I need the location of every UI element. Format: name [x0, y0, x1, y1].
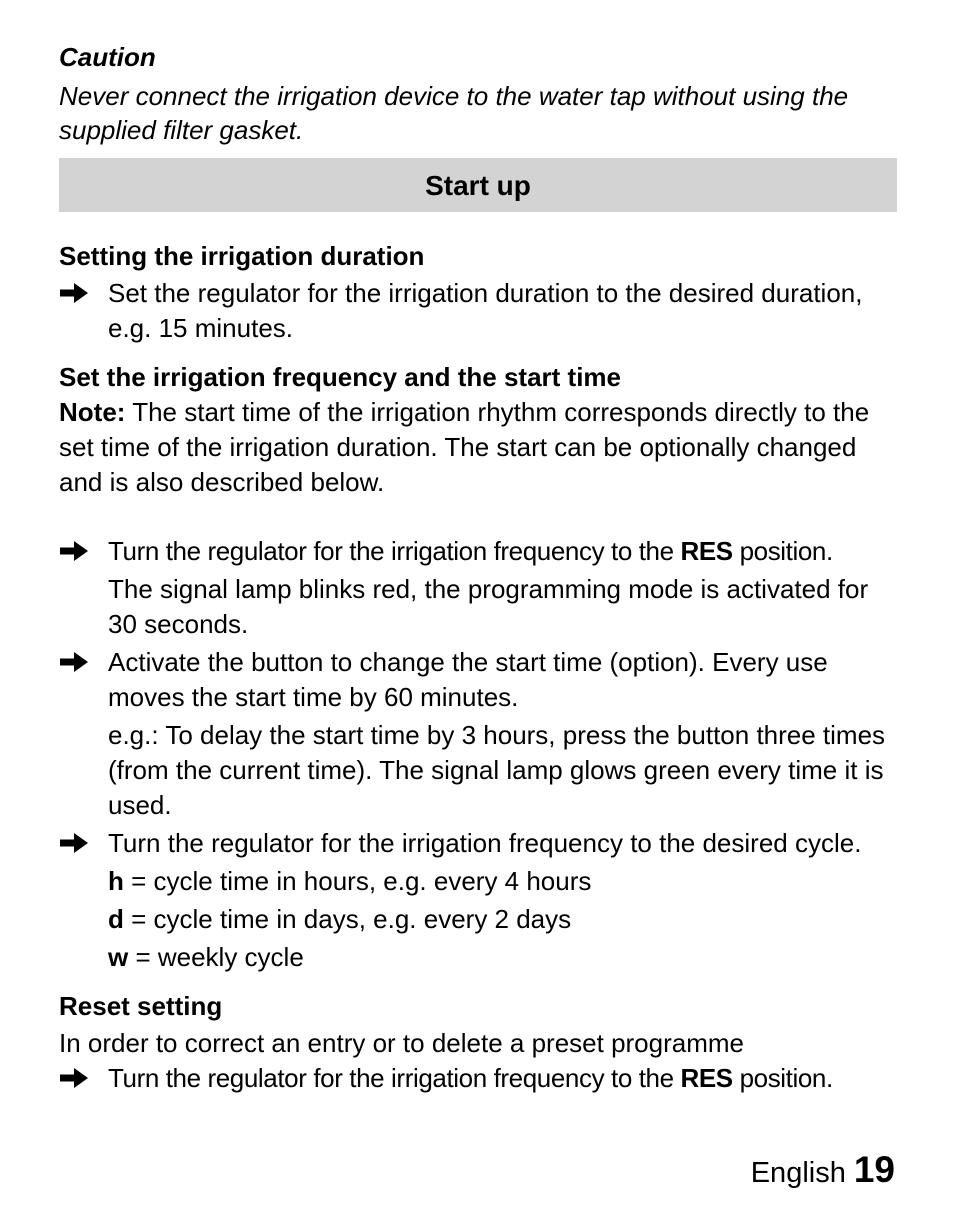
frequency-step-2-example: e.g.: To delay the start time by 3 hours, press the button three times (from the current time). The signal lamp glows green every time it is used.: [108, 720, 886, 820]
cycle-hours: [59, 864, 897, 899]
cycle-key-h: h: [108, 866, 124, 896]
right-arrow-icon: [59, 282, 89, 304]
frequency-step-1-text: [108, 536, 833, 566]
footer-language: English: [750, 1157, 846, 1189]
cycle-key-w: w: [108, 942, 129, 972]
frequency-heading: Set the irrigation frequency and the start time: [59, 362, 621, 392]
frequency-step-3-text: Turn the regulator for the irrigation frequency to the desired cycle.: [108, 828, 862, 858]
page-number: 19: [853, 1149, 895, 1190]
res-label: RES: [680, 1063, 733, 1093]
reset-heading: Reset setting: [59, 991, 223, 1021]
reset-step-pre: Turn the regulator for the irrigation frequency to the: [108, 1063, 681, 1093]
frequency-step-3: [59, 826, 897, 861]
right-arrow-icon: [59, 651, 89, 673]
reset-step-1-text: [108, 1063, 833, 1093]
right-arrow-icon: [59, 1067, 89, 1089]
reset-intro: In order to correct an entry or to delete a preset programme: [59, 1028, 745, 1058]
frequency-step-2: [59, 645, 897, 715]
frequency-step-1-pre: Turn the regulator for the irrigation frequency to the: [108, 536, 681, 566]
note-text: The start time of the irrigation rhythm corresponds directly to the set time of the irrigation duration. The start can be optionally changed and is also described below.: [59, 397, 870, 497]
page-footer: [751, 1150, 895, 1193]
right-arrow-icon: [59, 832, 89, 854]
caution-text: Never connect the irrigation device to the water tap without using the supplied filter gasket.: [59, 81, 849, 145]
note-label: Note:: [59, 397, 126, 427]
section-title: Start up: [425, 169, 531, 201]
caution-title: Caution: [59, 42, 156, 72]
cycle-text-d: = cycle time in days, e.g. every 2 days: [123, 904, 572, 934]
cycle-days: [59, 902, 897, 937]
reset-step-1: [59, 1061, 897, 1096]
duration-step-1: [59, 276, 897, 346]
right-arrow-icon: [59, 540, 89, 562]
frequency-step-1-post: position.: [732, 536, 833, 566]
manual-page: [59, 40, 897, 1096]
cycle-weekly: [59, 940, 897, 975]
res-label: RES: [680, 536, 733, 566]
section-bar-start-up: [59, 158, 897, 212]
note-paragraph: [59, 395, 897, 500]
frequency-step-2-text: Activate the button to change the start time (option). Every use moves the start time by 60 minutes.: [108, 647, 828, 712]
duration-heading: Setting the irrigation duration: [59, 241, 425, 271]
cycle-key-d: d: [108, 904, 124, 934]
cycle-text-w: = weekly cycle: [128, 942, 304, 972]
frequency-step-1: [59, 534, 897, 569]
cycle-text-h: = cycle time in hours, e.g. every 4 hours: [123, 866, 592, 896]
frequency-step-1-result: The signal lamp blinks red, the programming mode is activated for 30 seconds.: [108, 574, 869, 639]
reset-step-post: position.: [732, 1063, 833, 1093]
duration-step-1-text: Set the regulator for the irrigation duration to the desired duration, e.g. 15 minutes.: [108, 278, 863, 343]
